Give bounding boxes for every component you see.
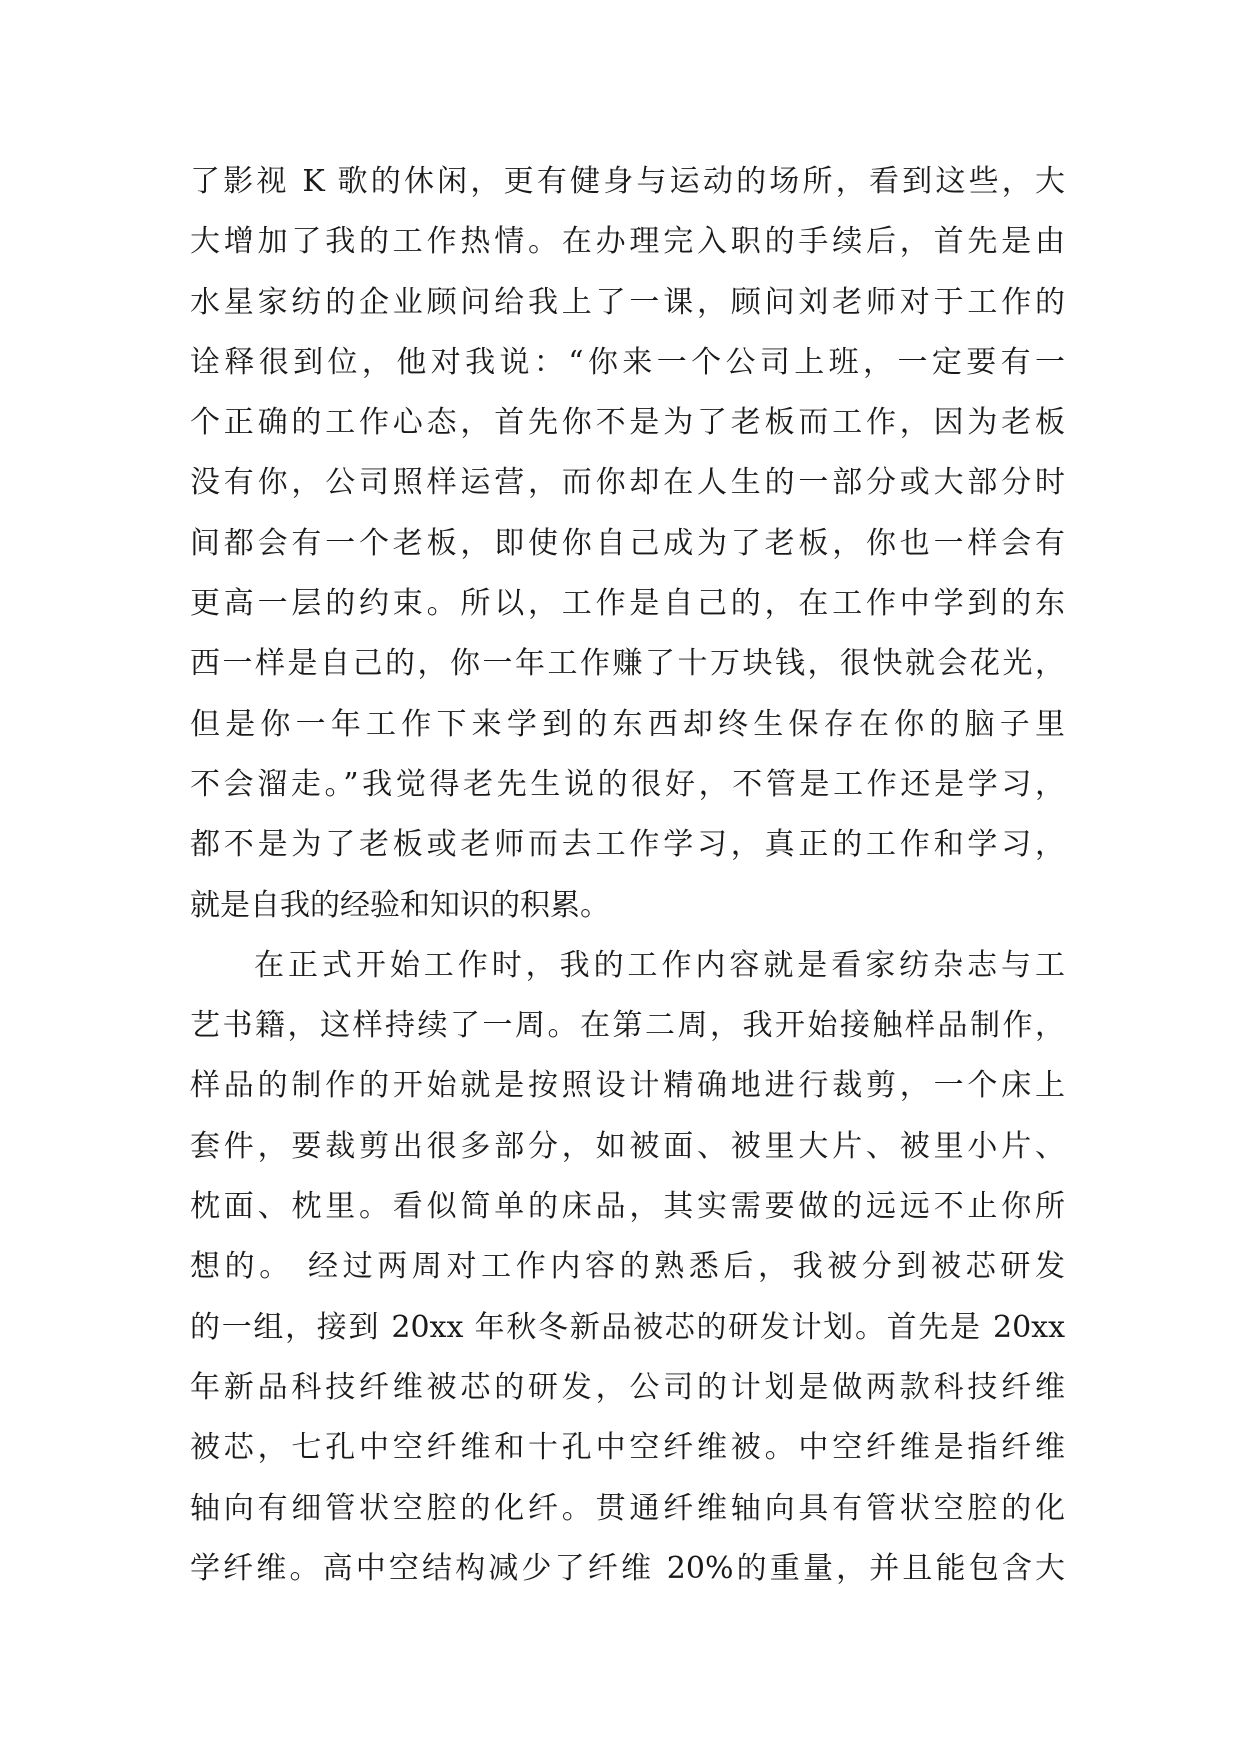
text-line: 样品的制作的开始就是按照设计精确地进行裁剪，一个床上 — [190, 1068, 1065, 1104]
text-line: 不会溜走。”我觉得老先生说的很好，不管是工作还是学习， — [190, 766, 1065, 802]
text-line: 西一样是自己的，你一年工作赚了十万块钱，很快就会花光， — [190, 646, 1065, 682]
text-line: 间都会有一个老板，即使你自己成为了老板，你也一样会有 — [190, 525, 1065, 561]
body-text — [190, 152, 1065, 1599]
text-line: 轴向有细管状空腔的化纤。贯通纤维轴向具有管状空腔的化 — [190, 1490, 1065, 1526]
text-line: 被芯，七孔中空纤维和十孔中空纤维被。中空纤维是指纤维 — [190, 1430, 1065, 1466]
text-line: 都不是为了老板或老师而去工作学习，真正的工作和学习， — [190, 827, 1065, 863]
paragraph-last-line: 就是自我的经验和知识的积累。 — [190, 887, 610, 923]
text-line: 更高一层的约束。所以，工作是自己的，在工作中学到的东 — [190, 586, 1065, 622]
text-line: 了影视 K 歌的休闲，更有健身与运动的场所，看到这些，大 — [190, 164, 1065, 199]
text-line: 个正确的工作心态，首先你不是为了老板而工作，因为老板 — [190, 405, 1065, 441]
text-line: 没有你，公司照样运营，而你却在人生的一部分或大部分时 — [190, 465, 1065, 501]
text-line: 想的。 经过两周对工作内容的熟悉后，我被分到被芯研发 — [190, 1249, 1065, 1285]
text-line: 的一组，接到 20xx 年秋冬新品被芯的研发计划。首先是 20xx — [190, 1309, 1065, 1345]
text-line: 诠释很到位，他对我说：“你来一个公司上班，一定要有一 — [190, 344, 1065, 380]
text-line: 但是你一年工作下来学到的东西却终生保存在你的脑子里 — [190, 706, 1065, 742]
text-line: 大增加了我的工作热情。在办理完入职的手续后，首先是由 — [190, 224, 1065, 260]
text-line: 枕面、枕里。看似简单的床品，其实需要做的远远不止你所 — [190, 1189, 1065, 1225]
text-line: 艺书籍，这样持续了一周。在第二周，我开始接触样品制作， — [190, 1008, 1065, 1044]
text-line: 套件，要裁剪出很多部分，如被面、被里大片、被里小片、 — [190, 1128, 1065, 1164]
text-line: 水星家纺的企业顾问给我上了一课，顾问刘老师对于工作的 — [190, 284, 1065, 320]
text-line: 学纤维。高中空结构减少了纤维 20%的重量，并且能包含大 — [190, 1550, 1065, 1586]
text-line: 年新品科技纤维被芯的研发，公司的计划是做两款科技纤维 — [190, 1369, 1065, 1405]
paragraph-first-line: 在正式开始工作时，我的工作内容就是看家纺杂志与工 — [254, 947, 1065, 983]
